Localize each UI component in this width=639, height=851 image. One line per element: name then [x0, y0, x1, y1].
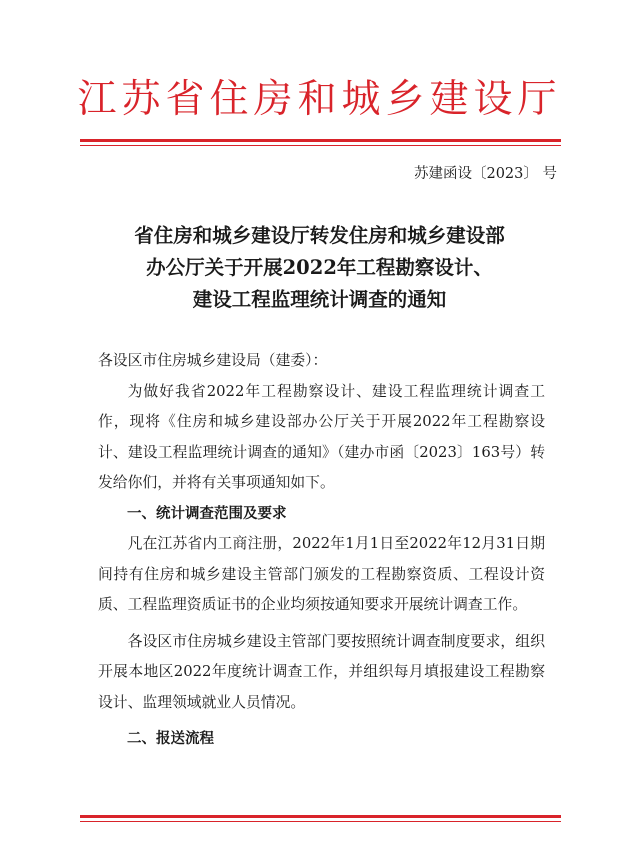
document-title [0, 220, 639, 316]
section-1-paragraph-1: 凡在江苏省内工商注册，2022年1月1日至2022年12月31日期间持有住房和城乡建设主管部门颁发的工程勘察资质、工程设计资质、工程监理资质证书的企业均须按通知要求开展统计调查工作。 [98, 535, 545, 613]
agency-title: 江苏省住房和城乡建设厅 [77, 77, 562, 122]
document-body [98, 346, 545, 755]
title-line-3: 建设工程监理统计调查的通知 [192, 288, 447, 311]
footer-rule-thin [80, 821, 561, 822]
section-1-heading: 一、统计调查范围及要求 [127, 505, 287, 522]
section-2-heading: 二、报送流程 [127, 731, 214, 747]
salutation: 各设区市住房城乡建设局（建委）： [98, 352, 328, 369]
section-1-paragraph-2: 各设区市住房城乡建设主管部门要按照统计调查制度要求，组织开展本地区2022年度统计调查工作，并组织每月填报建设工程勘察设计、监理领域就业人员情况。 [98, 632, 545, 711]
title-line-2: 办公厅关于开展2022年工程勘察设计、 [146, 256, 493, 279]
intro-paragraph: 为做好我省2022年工程勘察设计、建设工程监理统计调查工作，现将《住房和城乡建设部办公厅关于开展2022年工程勘察设计、建设工程监理统计调查的通知》（建办市函〔2023〕163号）转发给你们，并将有关事项通知如下。 [98, 382, 545, 491]
header-rule-thin [80, 145, 561, 146]
header-rule-thick [80, 139, 561, 142]
footer-rule-thick [80, 815, 561, 818]
title-line-1: 省住房和城乡建设厅转发住房和城乡建设部 [134, 224, 505, 247]
document-number: 苏建函设〔2023〕 号 [413, 166, 557, 182]
